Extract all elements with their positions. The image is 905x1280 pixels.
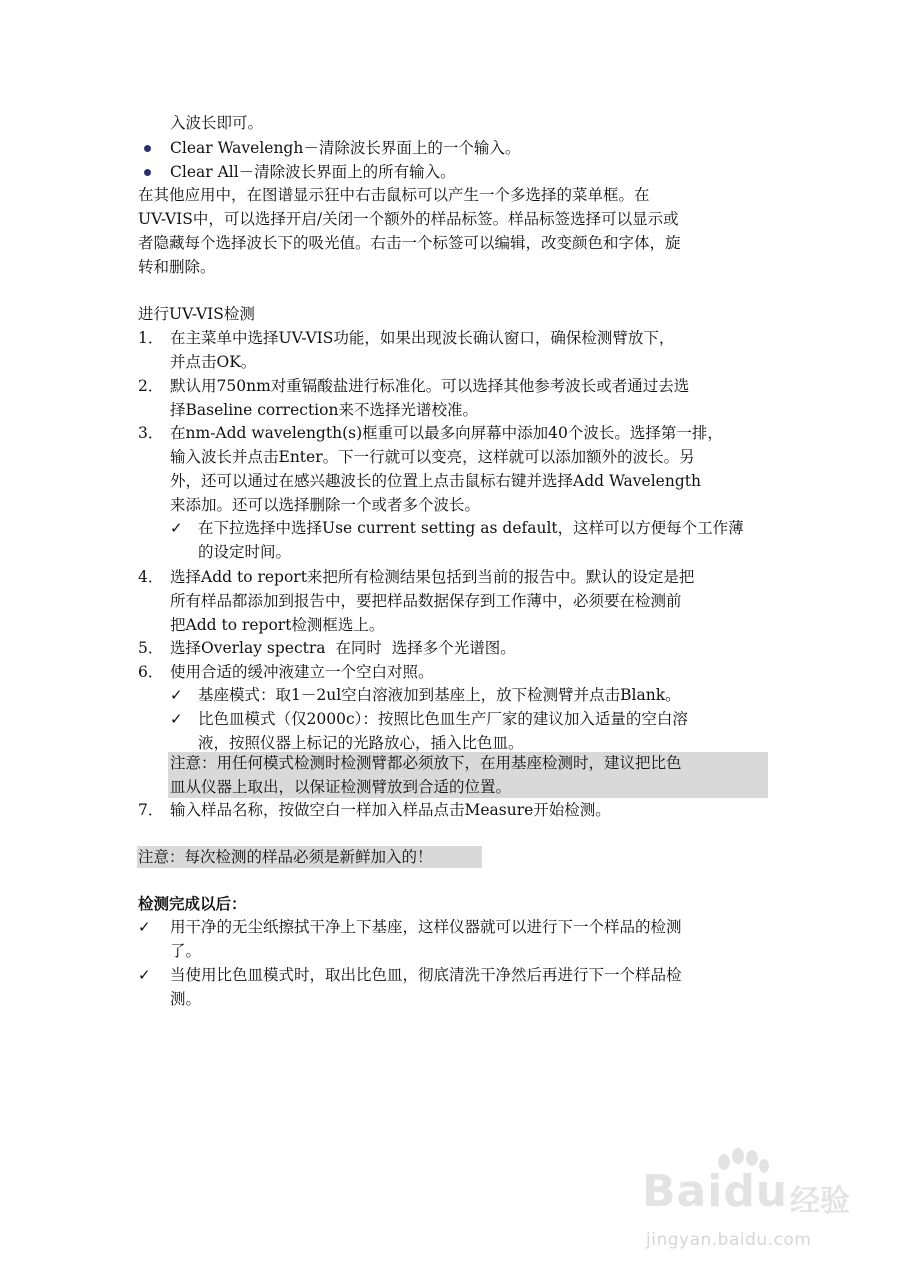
section-title: 进行UV-VIS检测 bbox=[138, 305, 255, 323]
step-line: 择Baseline correction来不选择光谱校准。 bbox=[170, 401, 478, 419]
step-line: 并点击OK。 bbox=[170, 353, 257, 371]
step-number: 1． bbox=[138, 329, 164, 347]
list-item-line: 了。 bbox=[170, 942, 202, 960]
sub-step-line: 基座模式：取1－2ul空白溶液加到基座上，放下检测臂并点击Blank。 bbox=[198, 686, 681, 704]
sub-step-line: 的设定时间。 bbox=[198, 543, 292, 561]
check-icon: ✓ bbox=[170, 710, 183, 728]
list-item-line: 当使用比色皿模式时，取出比色皿，彻底清洗干净然后再进行下一个样品检 bbox=[170, 966, 682, 984]
step-line: 选择Add to report来把所有检测结果包括到当前的报告中。默认的设定是把 bbox=[170, 568, 695, 586]
check-icon: ✓ bbox=[170, 519, 183, 537]
watermark-url: jingyan.baidu.com bbox=[646, 1230, 812, 1250]
step-line: 默认用750nm对重镉酸盐进行标准化。可以选择其他参考波长或者通过去选 bbox=[170, 377, 690, 395]
step-line: 把Add to report检测框选上。 bbox=[170, 616, 385, 634]
step-number: 4． bbox=[138, 568, 164, 586]
step-number: 3． bbox=[138, 424, 164, 442]
check-icon: ✓ bbox=[170, 686, 183, 704]
sub-step-line: 在下拉选择中选择Use current setting as default，这样可以方便每个工作薄 bbox=[198, 519, 744, 537]
step-line: 输入样品名称，按做空白一样加入样品点击Measure开始检测。 bbox=[170, 801, 611, 819]
note-line: 皿从仪器上取出，以保证检测臂放到合适的位置。 bbox=[170, 778, 512, 796]
step-line: 使用合适的缓冲液建立一个空白对照。 bbox=[170, 663, 434, 681]
check-icon: ✓ bbox=[138, 966, 151, 984]
paragraph-line: 转和删除。 bbox=[138, 258, 216, 276]
list-item-line: 测。 bbox=[170, 990, 202, 1008]
step-line: 在主菜单中选择UV-VIS功能，如果出现波长确认窗口，确保检测臂放下， bbox=[170, 329, 675, 347]
step-number: 2． bbox=[138, 377, 164, 395]
step-line: 选择Overlay spectra 在同时 选择多个光谱图。 bbox=[170, 639, 516, 657]
intro-line: 入波长即可。 bbox=[170, 114, 264, 132]
bullet-item: Clear All－清除波长界面上的所有输入。 bbox=[170, 163, 456, 181]
watermark-cn: 经验 bbox=[790, 1184, 850, 1219]
step-number: 5． bbox=[138, 639, 164, 657]
check-icon: ✓ bbox=[138, 918, 151, 936]
bullet-item: Clear Wavelengh－清除波长界面上的一个输入。 bbox=[170, 139, 521, 157]
paragraph-line: 者隐藏每个选择波长下的吸光值。右击一个标签可以编辑，改变颜色和字体，旋 bbox=[138, 234, 681, 252]
bullet-dot-icon bbox=[144, 169, 151, 176]
step-line: 外，还可以通过在感兴趣波长的位置上点击鼠标右键并选择Add Wavelength bbox=[170, 472, 701, 490]
step-line: 所有样品都添加到报告中，要把样品数据保存到工作薄中，必须要在检测前 bbox=[170, 592, 682, 610]
baidu-watermark bbox=[642, 1148, 862, 1268]
paragraph-line: UV-VIS中，可以选择开启/关闭一个额外的样品标签。样品标签选择可以显示或 bbox=[138, 210, 679, 228]
step-number: 7． bbox=[138, 801, 164, 819]
section-title: 检测完成以后： bbox=[138, 894, 247, 913]
sub-step-line: 液，按照仪器上标记的光路放心，插入比色皿。 bbox=[198, 734, 524, 752]
note-highlight: 注意：每次检测的样品必须是新鲜加入的！ bbox=[137, 846, 482, 868]
watermark-brand: Baidu bbox=[642, 1166, 789, 1217]
step-line: 在nm-Add wavelength(s)框重可以最多向屏幕中添加40个波长。选择第一排， bbox=[170, 424, 723, 442]
sub-step-line: 比色皿模式（仅2000c）：按照比色皿生产厂家的建议加入适量的空白溶 bbox=[198, 710, 688, 728]
step-line: 输入波长并点击Enter。下一行就可以变亮，这样就可以添加额外的波长。另 bbox=[170, 448, 695, 466]
note-line: 注意：用任何模式检测时检测臂都必须放下，在用基座检测时，建议把比色 bbox=[170, 754, 682, 772]
bullet-dot-icon bbox=[144, 145, 151, 152]
paragraph-line: 在其他应用中，在图谱显示狂中右击鼠标可以产生一个多选择的菜单框。在 bbox=[138, 186, 650, 204]
list-item-line: 用干净的无尘纸擦拭干净上下基座，这样仪器就可以进行下一个样品的检测 bbox=[170, 918, 682, 936]
step-line: 来添加。还可以选择删除一个或者多个波长。 bbox=[170, 496, 481, 514]
step-number: 6． bbox=[138, 663, 164, 681]
